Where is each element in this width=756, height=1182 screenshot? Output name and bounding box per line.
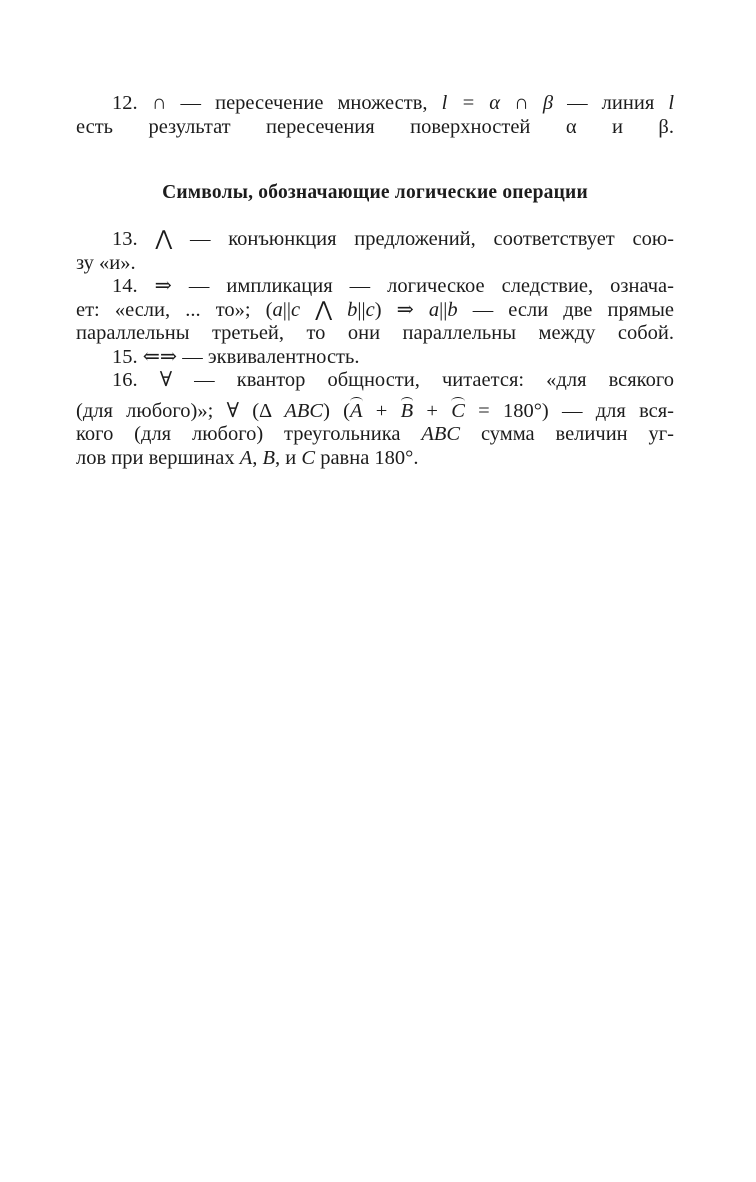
angle-a: A (349, 399, 363, 422)
section-heading: Символы, обозначающие логические операции (162, 182, 588, 203)
item-12 (76, 92, 674, 139)
item-15-line-1: 15. ⇐⇒ — эквивалентность. (112, 345, 360, 368)
item-16-line-1: 16. ∀ — квантор общности, читается: «для всякого (112, 369, 674, 391)
angle-c: C (451, 399, 465, 422)
var-l: l (441, 92, 448, 114)
item-12-line-1: 12. ∩ — пересечение множеств, l = α ∩ β — линия l (112, 92, 675, 114)
item-14-line-3: параллельны третьей, то они параллельны между собой. (76, 322, 674, 344)
var-l: l (668, 92, 675, 114)
item-number: 12. (112, 92, 138, 114)
intersection-symbol: ∩ (151, 92, 167, 114)
items-block (76, 228, 674, 470)
item-12-line-2: есть результат пересечения поверхностей α и β. (76, 115, 674, 138)
item-14-line-1: 14. ⇒ — импликация — логическое следствие, означа- (112, 275, 674, 297)
angle-b: B (400, 399, 414, 422)
item-14-line-2: ет: «если, ... то»; (a||c ⋀ b||c) ⇒ a||b — если две прямые (76, 298, 674, 321)
item-16-line-2: (для любого)»; ∀ (Δ ABC) (A + B + C = 180°) — для вся- (76, 399, 675, 422)
item-13-line-1: 13. ⋀ — конъюнкция предложений, соответствует сою- (112, 228, 674, 250)
item-16-line-4: лов при вершинах A, B, и C равна 180°. (76, 446, 419, 469)
item-16-line-3: кого (для любого) треугольника ABC сумма величин уг- (76, 423, 674, 445)
item-13-line-2: зу «и». (76, 251, 136, 274)
